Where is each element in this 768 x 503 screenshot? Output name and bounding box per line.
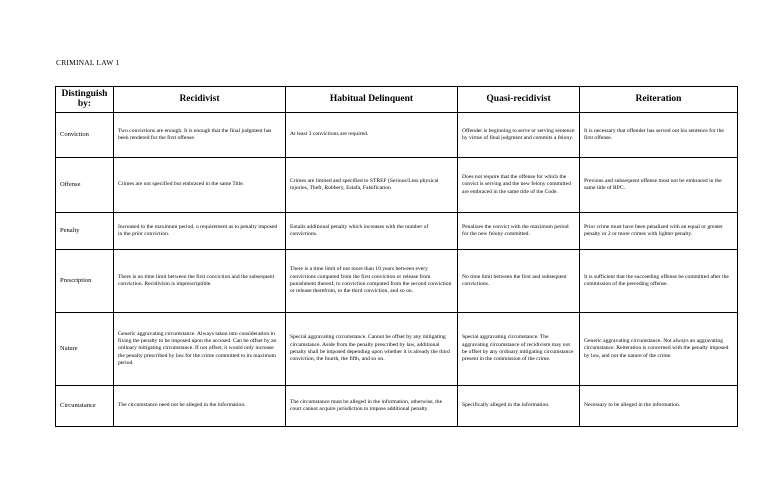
column-header-quasi-recidivist: Quasi-recidivist	[458, 87, 580, 113]
table-cell: No time limit between the first and subsequent convictions.	[458, 250, 580, 313]
column-header-habitual-delinquent: Habitual Delinquent	[286, 87, 458, 113]
table-row	[56, 313, 738, 386]
table-cell: Generic aggravating circumstance. Not always an aggravating circumstance. Reiteration is concerned with the penalty imposed by law, and not the nature of the crime.	[580, 313, 738, 386]
table-row	[56, 213, 738, 250]
table-cell: Special aggravating circumstance. Cannot be offset by any mitigating circumstance. Aside from the penalty prescribed by law, additional penalty shall be imposed depending upon whether it is already the third conviction, the fourth, the fifth, and so on.	[286, 313, 458, 386]
table-cell: The circumstance need not be alleged in the information.	[114, 386, 286, 427]
table-cell: Crimes are limited and specified to STREF (Serious/Less physical injuries, Theft, Robbery, Estafa, Falsification	[286, 158, 458, 213]
table-cell: Special aggravating circumstance. The aggravating circumstance of recidivism may not be offset by any ordinary mitigating circumstance present in the commission of the crime.	[458, 313, 580, 386]
table-cell: There is a time limit of not more than 10 years between every convictions computed from the first conviction or release from punishment thereof, to conviction computed from the second conviction or release therefrom, to the third conviction, and so on.	[286, 250, 458, 313]
table-cell: The circumstance must be alleged in the information, otherwise, the court cannot acquire jurisdiction to impose additional penalty.	[286, 386, 458, 427]
table-row	[56, 158, 738, 213]
table-cell: Previous and subsequent offense must not be embraced in the same title of RPC.	[580, 158, 738, 213]
comparison-table	[55, 86, 738, 427]
table-cell: Specifically alleged in the information.	[458, 386, 580, 427]
table-row	[56, 113, 738, 158]
table-header-row	[56, 87, 738, 113]
table-cell: Two convictions are enough. It is enough that the final judgment has been rendered for the first offense.	[114, 113, 286, 158]
table-cell: It is sufficient that the succeeding offense be committed after the commission of the preceding offense.	[580, 250, 738, 313]
table-cell: Penalizes the convict with the maximum period for the new felony committed.	[458, 213, 580, 250]
table-cell: At least 3 convictions are required.	[286, 113, 458, 158]
table-cell: Necessary to be alleged in the information.	[580, 386, 738, 427]
column-header-recidivist: Recidivist	[114, 87, 286, 113]
column-header-distinguish-by: Distinguish by:	[56, 87, 114, 113]
row-label: Circumstance	[56, 386, 114, 427]
table-cell: Entails additional penalty which increases with the number of convictions.	[286, 213, 458, 250]
column-header-reiteration: Reiteration	[580, 87, 738, 113]
row-label: Offense	[56, 158, 114, 213]
table-cell: Offender is beginning to serve or serving sentence by virtue of final judgment and commits a felony.	[458, 113, 580, 158]
table-cell: Prior crime must have been penalized with an equal or greater penalty or 2 or more crimes with lighter penalty.	[580, 213, 738, 250]
table-cell: Increased to the maximum period, o requirement as to penalty imposed in the prior conviction.	[114, 213, 286, 250]
table-cell: Does not require that the offense for which the convict is serving and the new felony committed are embraced in the same title of the Code.	[458, 158, 580, 213]
row-label: Prescription	[56, 250, 114, 313]
table-row	[56, 250, 738, 313]
table-cell: There is no time limit between the first conviction and the subsequent conviction. Recidivism is imprescriptible.	[114, 250, 286, 313]
table-cell: Crimes are not specified but embraced in the same Title.	[114, 158, 286, 213]
table-cell: Generic aggravating circumstance. Always taken into consideration in fixing the penalty to be imposed upon the accused. Can be offset by an ordinary mitigating circumstance. If not offset, it would only increase the penalty prescribed by law for the crime committed to its maximum period.	[114, 313, 286, 386]
table-row	[56, 386, 738, 427]
row-label: Nature	[56, 313, 114, 386]
row-label: Penalty	[56, 213, 114, 250]
row-label: Conviction	[56, 113, 114, 158]
document-title: CRIMINAL LAW 1	[56, 58, 120, 67]
table-cell: It is necessary that offender has served out his sentence for the first offense.	[580, 113, 738, 158]
